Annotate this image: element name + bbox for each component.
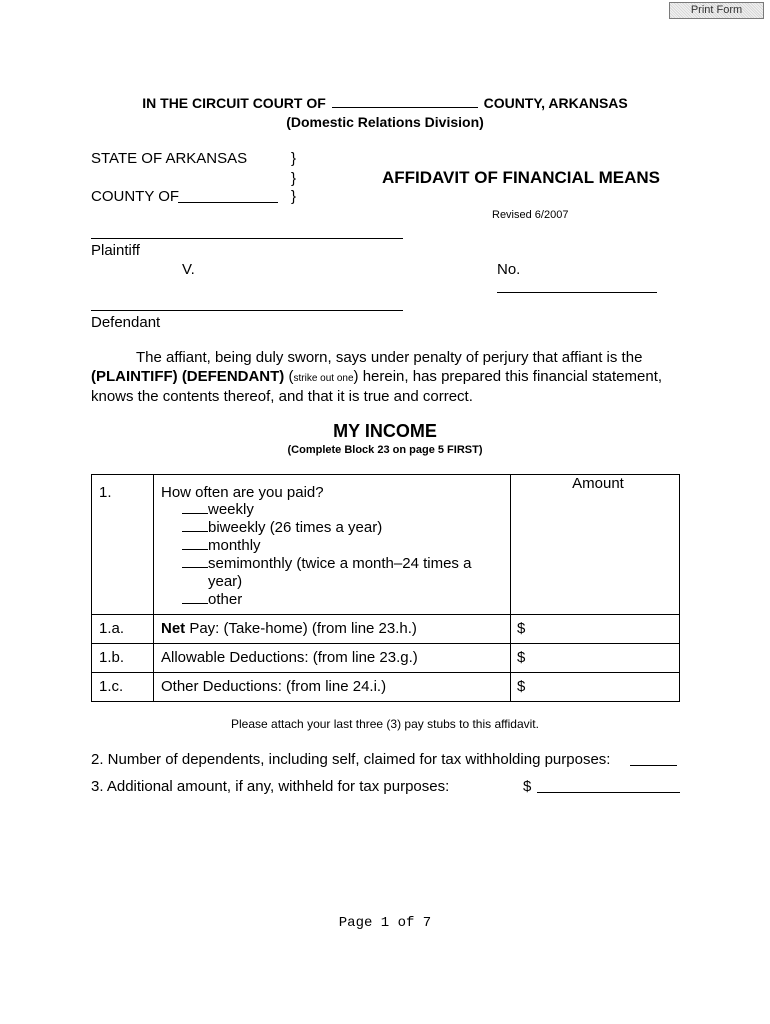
statement-line-3: knows the contents thereof, and that it is true and correct. [91,388,473,405]
row-number: 1.c. [92,673,154,702]
brace-1: } [291,150,297,167]
frequency-option-semimonthly[interactable]: semimonthly (twice a month–24 times a [182,555,510,573]
brace-3: } [291,188,297,205]
amount-header: Amount [511,475,680,615]
row-number: 1.b. [92,644,154,673]
pay-stubs-note: Please attach your last three (3) pay stubs to this affidavit. [231,717,539,731]
page-number: Page 1 of 7 [338,915,432,931]
row-number: 1. [92,475,154,615]
versus-label: V. [182,261,195,278]
net-pay-amount-field[interactable]: $ [511,615,680,644]
table-row [92,615,680,644]
withholding-amount-field[interactable] [537,792,680,793]
pay-frequency-cell [154,475,511,615]
state-label: STATE OF ARKANSAS [91,150,248,167]
strike-note: strike out one [293,372,354,384]
court-heading [0,95,770,111]
print-form-button[interactable]: Print Form [669,2,764,19]
income-section-title: MY INCOME [333,421,437,441]
sworn-statement [91,349,681,407]
frequency-option-other[interactable]: other [182,591,510,609]
party-selection: (PLAINTIFF) (DEFENDANT) [91,367,285,385]
question-3: 3. Additional amount, if any, withheld for tax purposes: [91,778,450,795]
other-deductions-amount-field[interactable]: $ [511,673,680,702]
brace-2: } [291,170,297,187]
income-table [91,474,680,702]
court-heading-right: COUNTY, ARKANSAS [483,95,628,111]
row-label: Net Pay: (Take-home) (from line 23.h.) [154,615,511,644]
allowable-deductions-amount-field[interactable]: $ [511,644,680,673]
revised-date: Revised 6/2007 [492,209,569,221]
plaintiff-field[interactable] [91,238,403,239]
frequency-option-semimonthly-cont: year) [208,573,243,590]
frequency-option-biweekly[interactable]: biweekly (26 times a year) [182,519,510,537]
question-3-currency: $ [523,778,532,795]
frequency-option-monthly[interactable]: monthly [182,537,510,555]
court-heading-left: IN THE CIRCUIT COURT OF [142,95,326,111]
form-title: AFFIDAVIT OF FINANCIAL MEANS [382,168,660,187]
statement-line-1: The affiant, being duly sworn, says under penalty of perjury that affiant is the [136,349,643,366]
defendant-field[interactable] [91,310,403,311]
case-number-label: No. [497,261,521,278]
row-label: Allowable Deductions: (from line 23.g.) [154,644,511,673]
plaintiff-label: Plaintiff [91,242,140,259]
row-label: Other Deductions: (from line 24.i.) [154,673,511,702]
county-name-field[interactable] [332,96,478,108]
statement-line-2: (PLAINTIFF) (DEFENDANT) (strike out one) herein, has prepared this financial statement, [91,367,663,385]
county-field[interactable] [178,202,278,203]
table-row [92,673,680,702]
defendant-label: Defendant [91,314,161,331]
income-section-subtitle: (Complete Block 23 on page 5 FIRST) [287,444,483,456]
question-2: 2. Number of dependents, including self, claimed for tax withholding purposes: [91,751,611,768]
county-label: COUNTY OF [91,188,180,205]
dependents-field[interactable] [630,765,677,766]
row-number: 1.a. [92,615,154,644]
division-heading: (Domestic Relations Division) [286,114,484,130]
pay-frequency-question: How often are you paid? [161,484,324,501]
frequency-option-weekly[interactable]: weekly [182,501,510,519]
table-row [92,644,680,673]
table-row [92,475,680,615]
case-number-field[interactable] [497,292,657,293]
